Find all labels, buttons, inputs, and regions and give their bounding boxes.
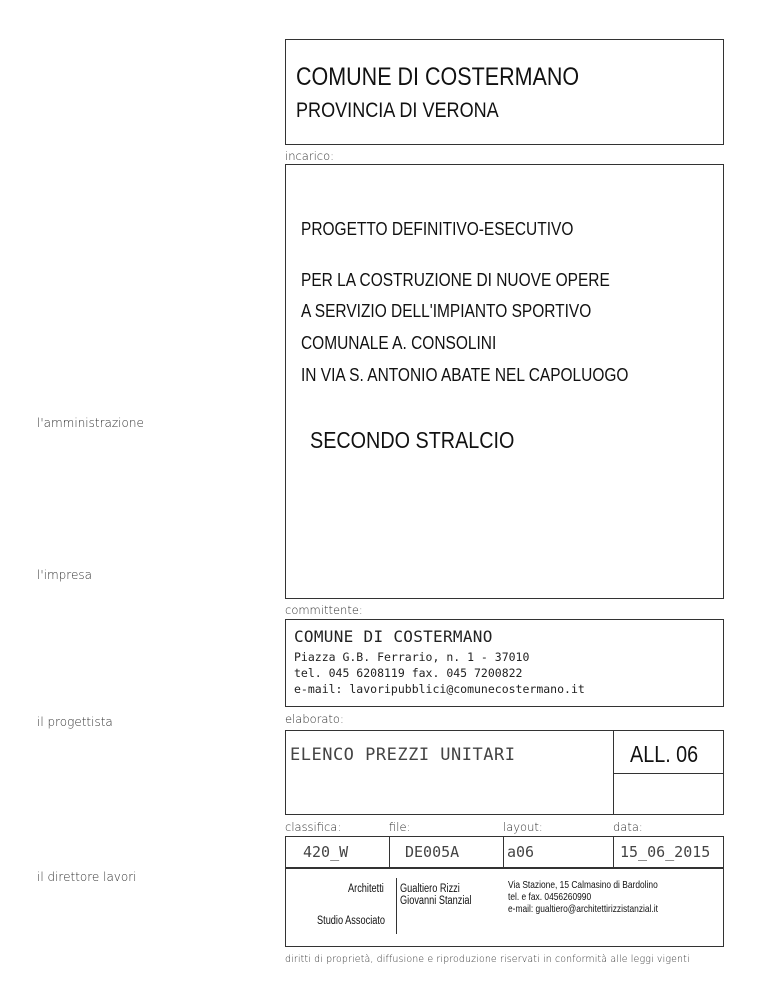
direttore-label: il direttore lavori (37, 870, 137, 884)
committente-name: COMUNE DI COSTERMANO (294, 627, 493, 646)
progettista-label: il progettista (37, 715, 113, 729)
header-box (285, 39, 724, 145)
info-divider-1 (389, 836, 390, 868)
data-label: data: (613, 820, 643, 834)
incarico-line4: COMUNALE A. CONSOLINI (301, 333, 497, 353)
committente-phone: tel. 045 6208119 fax. 045 7200822 (294, 666, 523, 680)
stralcio-title: SECONDO STRALCIO (310, 427, 515, 453)
file-value: DE005A (405, 843, 460, 861)
provincia-title: PROVINCIA DI VERONA (296, 99, 499, 122)
amministrazione-label: l'amministrazione (37, 416, 144, 430)
file-label: file: (389, 820, 411, 834)
architect-name-1: Gualtiero Rizzi (400, 883, 460, 895)
rights-footer: diritti di proprietà, diffusione e riproduzione riservati in conformità alle leggi vigenti (285, 954, 690, 965)
data-value: 15_06_2015 (620, 843, 711, 861)
info-divider-2 (503, 836, 504, 868)
studio-address: Via Stazione, 15 Calmasino di Bardolino (508, 879, 658, 891)
incarico-line1: PROGETTO DEFINITIVO-ESECUTIVO (301, 219, 574, 239)
comune-title: COMUNE DI COSTERMANO (296, 63, 580, 91)
studio-email: e-mail: gualtiero@architettirizzistanzial.it (508, 903, 658, 915)
studio-divider (396, 878, 397, 934)
layout-label: layout: (503, 820, 543, 834)
allegato-code: ALL. 06 (630, 741, 699, 767)
classifica-label: classifica: (285, 820, 342, 834)
layout-value: a06 (507, 843, 535, 861)
studio-associato-label: Studio Associato (317, 915, 386, 927)
impresa-label: l'impresa (37, 568, 92, 582)
studio-box (285, 868, 724, 947)
classifica-value: 420_W (303, 843, 349, 861)
incarico-label: incarico: (285, 149, 335, 163)
committente-address: Piazza G.B. Ferrario, n. 1 - 37010 (294, 650, 530, 664)
incarico-line3: A SERVIZIO DELL'IMPIANTO SPORTIVO (301, 301, 592, 321)
elaborato-label: elaborato: (285, 712, 344, 726)
incarico-line5: IN VIA S. ANTONIO ABATE NEL CAPOLUOGO (301, 365, 629, 385)
committente-email: e-mail: lavoripubblici@comunecostermano.it (294, 682, 585, 696)
studio-phone: tel. e fax. 0456260990 (508, 891, 592, 903)
committente-label: committente: (285, 603, 363, 617)
architect-name-2: Giovanni Stanzial (400, 895, 472, 907)
elaborato-title: ELENCO PREZZI UNITARI (290, 745, 516, 765)
incarico-line2: PER LA COSTRUZIONE DI NUOVE OPERE (301, 270, 610, 290)
architetti-label: Architetti (348, 883, 384, 895)
allegato-divider (613, 773, 724, 774)
info-divider-3 (613, 836, 614, 868)
